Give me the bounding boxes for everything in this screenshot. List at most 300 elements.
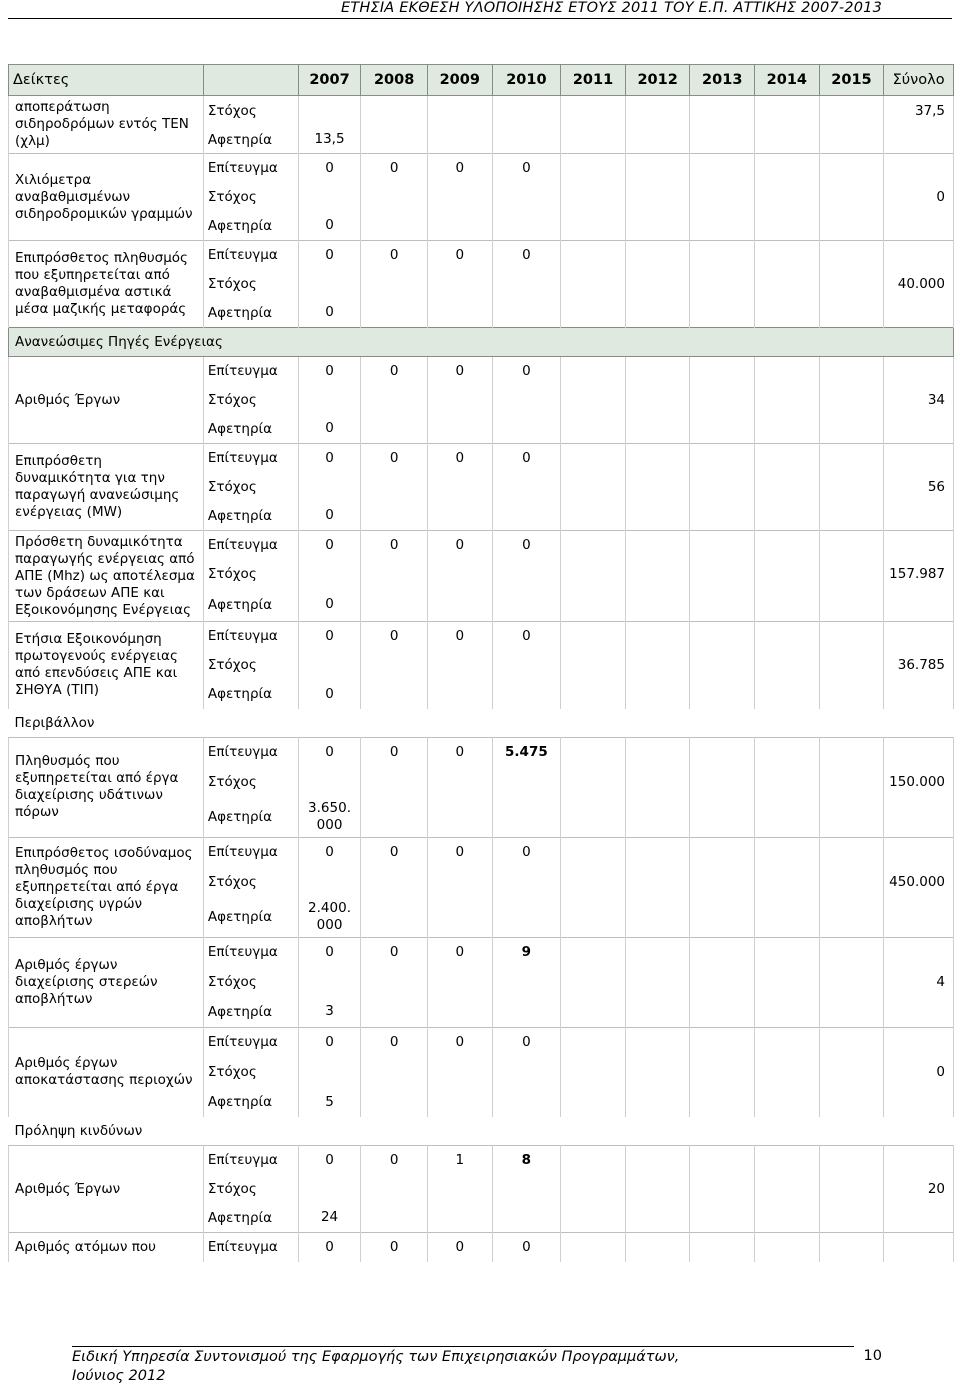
row-label-baseline: Αφετηρία (203, 797, 298, 837)
empty-cell (884, 1087, 954, 1117)
empty-cell (561, 1027, 626, 1057)
empty-cell (492, 127, 561, 154)
empty-cell (625, 444, 690, 473)
empty-cell (561, 183, 626, 212)
achievement-value: 0 (492, 1027, 561, 1057)
baseline-value: 0 (298, 299, 361, 328)
empty-cell (427, 212, 492, 241)
empty-cell (561, 997, 626, 1027)
indicator-name: Επιπρόσθετος πληθυσμός που εξυπηρετείται από αναβαθμισμένα αστικά μέσα μαζικής μεταφοράς (9, 241, 204, 328)
empty-cell (819, 937, 884, 967)
empty-cell (427, 183, 492, 212)
empty-cell (755, 680, 820, 709)
empty-cell (755, 867, 820, 897)
row-label-baseline: Αφετηρία (203, 299, 298, 328)
empty-cell (561, 897, 626, 937)
empty-cell (625, 415, 690, 444)
empty-cell (561, 651, 626, 680)
empty-cell (427, 270, 492, 299)
empty-cell (492, 560, 561, 589)
empty-cell (298, 270, 361, 299)
footer-text: Ειδική Υπηρεσία Συντονισμού της Εφαρμογής των Επιχειρησιακών Προγραμμάτων, Ιούνιος 2012 (72, 1349, 680, 1384)
empty-cell (492, 386, 561, 415)
achievement-value: 0 (427, 154, 492, 183)
empty-cell (755, 444, 820, 473)
target-total: 0 (884, 183, 954, 212)
empty-cell (690, 867, 755, 897)
empty-cell (625, 651, 690, 680)
row-label-achievement: Επίτευγμα (203, 622, 298, 651)
empty-cell (361, 897, 428, 937)
row-label-achievement: Επίτευγμα (203, 444, 298, 473)
empty-cell (298, 473, 361, 502)
empty-cell (561, 154, 626, 183)
empty-cell (884, 212, 954, 241)
table-row (9, 531, 954, 560)
empty-cell (884, 154, 954, 183)
empty-cell (492, 767, 561, 797)
row-label-achievement: Επίτευγμα (203, 937, 298, 967)
empty-cell (625, 96, 690, 127)
target-total: 150.000 (884, 767, 954, 797)
baseline-value: 3.650. 000 (298, 797, 361, 837)
empty-cell (819, 531, 884, 560)
empty-cell (819, 1057, 884, 1087)
empty-cell (625, 241, 690, 270)
empty-cell (298, 967, 361, 997)
achievement-value: 0 (427, 1027, 492, 1057)
empty-cell (361, 1175, 428, 1204)
empty-cell (884, 997, 954, 1027)
target-total: 40.000 (884, 270, 954, 299)
empty-cell (690, 357, 755, 386)
achievement-value: 0 (361, 444, 428, 473)
achievement-value: 0 (298, 154, 361, 183)
empty-cell (361, 680, 428, 709)
baseline-value: 0 (298, 589, 361, 622)
empty-cell (755, 212, 820, 241)
empty-cell (819, 212, 884, 241)
empty-cell (819, 1233, 884, 1262)
target-total: 37,5 (884, 96, 954, 127)
baseline-value: 13,5 (298, 127, 361, 154)
empty-cell (492, 183, 561, 212)
section-title: Πρόληψη κινδύνων (9, 1117, 954, 1146)
empty-cell (492, 1204, 561, 1233)
row-label-baseline: Αφετηρία (203, 897, 298, 937)
empty-cell (819, 837, 884, 867)
achievement-value: 0 (298, 531, 361, 560)
empty-cell (561, 357, 626, 386)
col-header-total: Σύνολο (884, 65, 954, 96)
empty-cell (819, 897, 884, 937)
empty-cell (361, 299, 428, 328)
empty-cell (625, 937, 690, 967)
empty-cell (755, 473, 820, 502)
indicator-name: Πρόσθετη δυναμικότητα παραγωγής ενέργειας από ΑΠΕ (Mhz) ως αποτέλεσμα των δράσεων ΑΠΕ και Εξοικονόμησης Ενέργειας (9, 531, 204, 622)
empty-cell (492, 415, 561, 444)
achievement-value: 0 (427, 531, 492, 560)
empty-cell (690, 502, 755, 531)
empty-cell (884, 415, 954, 444)
indicator-name: Πληθυσμός που εξυπηρετείται από έργα διαχείρισης υδάτινων πόρων (9, 737, 204, 837)
row-label-target: Στόχος (203, 183, 298, 212)
empty-cell (819, 1204, 884, 1233)
empty-cell (625, 1057, 690, 1087)
empty-cell (690, 270, 755, 299)
empty-cell (625, 560, 690, 589)
empty-cell (427, 96, 492, 127)
empty-cell (690, 837, 755, 867)
empty-cell (427, 1057, 492, 1087)
empty-cell (819, 867, 884, 897)
empty-cell (819, 127, 884, 154)
empty-cell (427, 997, 492, 1027)
achievement-value: 0 (298, 622, 361, 651)
baseline-value: 5 (298, 1087, 361, 1117)
empty-cell (427, 386, 492, 415)
row-label-achievement: Επίτευγμα (203, 531, 298, 560)
baseline-value: 3 (298, 997, 361, 1027)
empty-cell (361, 212, 428, 241)
empty-cell (361, 127, 428, 154)
empty-cell (427, 967, 492, 997)
achievement-value: 0 (298, 1027, 361, 1057)
empty-cell (561, 502, 626, 531)
empty-cell (884, 589, 954, 622)
row-label-target: Στόχος (203, 767, 298, 797)
empty-cell (690, 1027, 755, 1057)
empty-cell (690, 1204, 755, 1233)
empty-cell (625, 797, 690, 837)
empty-cell (492, 270, 561, 299)
col-header-2011: 2011 (561, 65, 626, 96)
empty-cell (625, 622, 690, 651)
empty-cell (361, 797, 428, 837)
achievement-value: 0 (298, 837, 361, 867)
empty-cell (561, 967, 626, 997)
empty-cell (690, 997, 755, 1027)
empty-cell (561, 622, 626, 651)
achievement-value: 0 (298, 1233, 361, 1262)
indicator-name: αποπεράτωση σιδηροδρόμων εντός ΤΕΝ (χλμ) (9, 96, 204, 154)
achievement-value: 8 (492, 1146, 561, 1175)
empty-cell (561, 444, 626, 473)
target-total: 4 (884, 967, 954, 997)
empty-cell (690, 212, 755, 241)
empty-cell (690, 241, 755, 270)
empty-cell (361, 270, 428, 299)
indicators-table (8, 64, 954, 1262)
empty-cell (819, 415, 884, 444)
empty-cell (755, 797, 820, 837)
empty-cell (755, 1146, 820, 1175)
section-row-renewable (9, 328, 954, 357)
empty-cell (884, 299, 954, 328)
achievement-value: 0 (427, 1233, 492, 1262)
empty-cell (492, 1057, 561, 1087)
empty-cell (561, 1057, 626, 1087)
table-row (9, 96, 954, 127)
empty-cell (361, 997, 428, 1027)
empty-cell (361, 183, 428, 212)
empty-cell (819, 502, 884, 531)
empty-cell (819, 270, 884, 299)
empty-cell (427, 1087, 492, 1117)
empty-cell (819, 1146, 884, 1175)
indicator-name: Επιπρόσθετη δυναμικότητα για την παραγωγή ανανεώσιμης ενέργειας (MW) (9, 444, 204, 531)
empty-cell (755, 967, 820, 997)
empty-cell (561, 680, 626, 709)
empty-cell (361, 767, 428, 797)
row-label-target: Στόχος (203, 560, 298, 589)
empty-cell (755, 1027, 820, 1057)
empty-cell (361, 473, 428, 502)
empty-cell (298, 183, 361, 212)
empty-cell (690, 680, 755, 709)
empty-cell (819, 1175, 884, 1204)
achievement-value: 0 (427, 737, 492, 767)
table-row (9, 1233, 954, 1262)
baseline-value: 0 (298, 415, 361, 444)
empty-cell (690, 183, 755, 212)
empty-cell (819, 797, 884, 837)
indicator-name: Επιπρόσθετος ισοδύναμος πληθυσμός που εξυπηρετείται από έργα διαχείρισης υγρών αποβλήτων (9, 837, 204, 937)
empty-cell (755, 1057, 820, 1087)
empty-cell (427, 797, 492, 837)
empty-cell (819, 560, 884, 589)
empty-cell (819, 767, 884, 797)
empty-cell (690, 96, 755, 127)
indicator-name: Αριθμός έργων αποκατάστασης περιοχών (9, 1027, 204, 1117)
empty-cell (427, 867, 492, 897)
empty-cell (492, 299, 561, 328)
empty-cell (819, 737, 884, 767)
row-label-target: Στόχος (203, 96, 298, 127)
empty-cell (690, 1087, 755, 1117)
achievement-value: 0 (361, 937, 428, 967)
empty-cell (361, 589, 428, 622)
empty-cell (690, 531, 755, 560)
col-header-2012: 2012 (625, 65, 690, 96)
page-header: ΕΤΗΣΙΑ ΕΚΘΕΣΗ ΥΛΟΠΟΙΗΣΗΣ ΕΤΟΥΣ 2011 ΤΟΥ Ε.Π. ΑΤΤΙΚΗΣ 2007-2013 (340, 0, 882, 16)
row-label-target: Στόχος (203, 1057, 298, 1087)
empty-cell (884, 502, 954, 531)
empty-cell (361, 867, 428, 897)
empty-cell (884, 737, 954, 767)
empty-cell (625, 1233, 690, 1262)
empty-cell (492, 502, 561, 531)
empty-cell (755, 1087, 820, 1117)
empty-cell (755, 299, 820, 328)
row-label-achievement: Επίτευγμα (203, 1146, 298, 1175)
row-label-target: Στόχος (203, 651, 298, 680)
empty-cell (561, 837, 626, 867)
empty-cell (361, 96, 428, 127)
empty-cell (690, 937, 755, 967)
empty-cell (755, 270, 820, 299)
row-label-achievement: Επίτευγμα (203, 154, 298, 183)
empty-cell (690, 797, 755, 837)
empty-cell (690, 622, 755, 651)
empty-cell (819, 997, 884, 1027)
achievement-value: 0 (298, 444, 361, 473)
empty-cell (427, 589, 492, 622)
empty-cell (884, 680, 954, 709)
empty-cell (561, 767, 626, 797)
indicator-name: Ετήσια Εξοικονόμηση πρωτογενούς ενέργειας από επενδύσεις ΑΠΕ και ΣΗΘΥΑ (ΤΙΠ) (9, 622, 204, 709)
row-label-baseline: Αφετηρία (203, 502, 298, 531)
row-label-baseline: Αφετηρία (203, 127, 298, 154)
empty-cell (690, 967, 755, 997)
empty-cell (561, 531, 626, 560)
empty-cell (298, 96, 361, 127)
col-header-2013: 2013 (690, 65, 755, 96)
empty-cell (298, 386, 361, 415)
row-label-target: Στόχος (203, 270, 298, 299)
empty-cell (492, 1087, 561, 1117)
indicator-name: Αριθμός έργων διαχείρισης στερεών αποβλήτων (9, 937, 204, 1027)
empty-cell (625, 897, 690, 937)
empty-cell (690, 1057, 755, 1087)
empty-cell (427, 502, 492, 531)
empty-cell (625, 1027, 690, 1057)
empty-cell (819, 1087, 884, 1117)
empty-cell (690, 444, 755, 473)
empty-cell (884, 1233, 954, 1262)
empty-cell (884, 1146, 954, 1175)
achievement-value: 0 (361, 622, 428, 651)
achievement-value: 0 (427, 357, 492, 386)
empty-cell (298, 767, 361, 797)
row-label-baseline: Αφετηρία (203, 415, 298, 444)
empty-cell (492, 651, 561, 680)
empty-cell (625, 212, 690, 241)
section-title: Περιβάλλον (9, 709, 954, 738)
achievement-value: 0 (298, 937, 361, 967)
empty-cell (690, 386, 755, 415)
empty-cell (755, 357, 820, 386)
row-label-target: Στόχος (203, 386, 298, 415)
row-label-baseline: Αφετηρία (203, 680, 298, 709)
row-label-achievement: Επίτευγμα (203, 737, 298, 767)
empty-cell (819, 299, 884, 328)
empty-cell (755, 241, 820, 270)
empty-cell (361, 1057, 428, 1087)
empty-cell (427, 127, 492, 154)
empty-cell (625, 967, 690, 997)
achievement-value: 0 (361, 737, 428, 767)
achievement-value: 0 (361, 1233, 428, 1262)
empty-cell (625, 473, 690, 502)
table-row (9, 1146, 954, 1175)
achievement-value: 0 (492, 622, 561, 651)
col-header-type (203, 65, 298, 96)
table-row (9, 154, 954, 183)
empty-cell (625, 867, 690, 897)
empty-cell (361, 502, 428, 531)
empty-cell (427, 1204, 492, 1233)
empty-cell (884, 797, 954, 837)
empty-cell (561, 1087, 626, 1117)
empty-cell (625, 127, 690, 154)
empty-cell (690, 1233, 755, 1262)
table-header-row (9, 65, 954, 96)
empty-cell (492, 680, 561, 709)
empty-cell (427, 299, 492, 328)
empty-cell (361, 1087, 428, 1117)
empty-cell (690, 560, 755, 589)
empty-cell (819, 96, 884, 127)
achievement-value: 0 (427, 837, 492, 867)
row-label-target: Στόχος (203, 473, 298, 502)
empty-cell (561, 386, 626, 415)
table-row (9, 837, 954, 867)
empty-cell (427, 651, 492, 680)
achievement-value: 0 (427, 937, 492, 967)
achievement-value: 0 (298, 357, 361, 386)
table-body (9, 65, 954, 1262)
empty-cell (492, 997, 561, 1027)
empty-cell (755, 154, 820, 183)
empty-cell (690, 651, 755, 680)
col-header-2015: 2015 (819, 65, 884, 96)
empty-cell (361, 1204, 428, 1233)
empty-cell (625, 837, 690, 867)
empty-cell (690, 127, 755, 154)
target-total: 36.785 (884, 651, 954, 680)
empty-cell (690, 154, 755, 183)
baseline-value: 0 (298, 502, 361, 531)
empty-cell (755, 622, 820, 651)
empty-cell (625, 270, 690, 299)
achievement-value: 0 (492, 357, 561, 386)
empty-cell (492, 967, 561, 997)
empty-cell (819, 589, 884, 622)
empty-cell (884, 241, 954, 270)
empty-cell (819, 622, 884, 651)
empty-cell (361, 415, 428, 444)
baseline-value: 24 (298, 1204, 361, 1233)
empty-cell (561, 797, 626, 837)
target-total: 157.987 (884, 560, 954, 589)
baseline-value: 0 (298, 680, 361, 709)
empty-cell (427, 680, 492, 709)
empty-cell (561, 737, 626, 767)
empty-cell (884, 897, 954, 937)
empty-cell (561, 589, 626, 622)
indicator-name: Αριθμός Έργων (9, 1146, 204, 1233)
empty-cell (884, 622, 954, 651)
section-title: Ανανεώσιμες Πηγές Ενέργειας (9, 328, 954, 357)
empty-cell (561, 867, 626, 897)
empty-cell (625, 1087, 690, 1117)
empty-cell (561, 560, 626, 589)
achievement-value: 0 (361, 154, 428, 183)
empty-cell (561, 415, 626, 444)
achievement-value: 0 (298, 241, 361, 270)
achievement-value: 0 (361, 531, 428, 560)
empty-cell (561, 473, 626, 502)
achievement-value: 0 (361, 1027, 428, 1057)
empty-cell (625, 1146, 690, 1175)
row-label-baseline: Αφετηρία (203, 1087, 298, 1117)
indicator-name: Χιλιόμετρα αναβαθμισμένων σιδηροδρομικών γραμμών (9, 154, 204, 241)
empty-cell (819, 967, 884, 997)
empty-cell (755, 997, 820, 1027)
section-row-environment (9, 709, 954, 738)
col-header-2008: 2008 (361, 65, 428, 96)
